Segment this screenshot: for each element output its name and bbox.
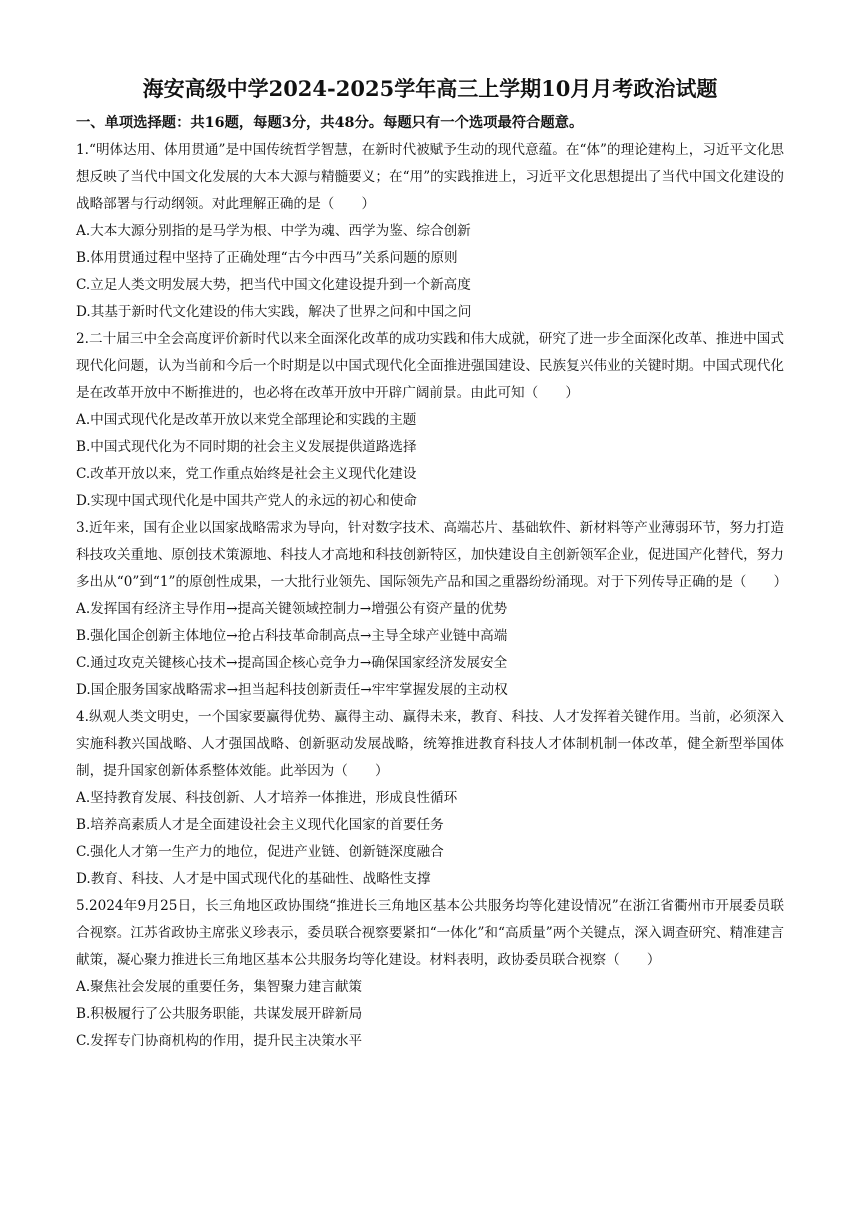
question-5 — [76, 893, 784, 1055]
question-1 — [76, 137, 784, 326]
option-a: A.大本大源分别指的是马学为根、中学为魂、西学为鉴、综合创新 — [76, 223, 471, 239]
question-stem: 4.纵观人类文明史，一个国家要赢得优势、赢得主动、赢得未来，教育、科技、人才发挥着关键作用。当前，必须深入实施科教兴国战略、人才强国战略、创新驱动发展战略，统筹推进教育科技人才体制机制一体改革，健全新型举国体制，提升国家创新体系整体效能。此举因为（ ） — [76, 709, 784, 779]
option-d: D.其基于新时代文化建设的伟大实践，解决了世界之问和中国之问 — [76, 304, 472, 320]
option-c: C.强化人才第一生产力的地位，促进产业链、创新链深度融合 — [76, 844, 444, 860]
question-stem: 1.“明体达用、体用贯通”是中国传统哲学智慧，在新时代被赋予生动的现代意蕴。在“体”的理论建构上，习近平文化思想反映了当代中国文化发展的大本大源与精髓要义；在“用”的实践推进上，习近平文化思想提出了当代中国文化建设的战略部署与行动纲领。对此理解正确的是（ ） — [76, 142, 784, 212]
question-4 — [76, 704, 784, 893]
question-stem: 3.近年来，国有企业以国家战略需求为导向，针对数字技术、高端芯片、基础软件、新材料等产业薄弱环节，努力打造科技攻关重地、原创技术策源地、科技人才高地和科技创新特区，加快建设自主创新领军企业，促进国产化替代，努力多出从“0”到“1”的原创性成果，一大批行业领先、国际领先产品和国之重器纷纷涌现。对于下列传导正确的是（ ） — [76, 520, 788, 590]
option-a: A.中国式现代化是改革开放以来党全部理论和实践的主题 — [76, 412, 417, 428]
option-a: A.坚持教育发展、科技创新、人才培养一体推进，形成良性循环 — [76, 790, 458, 806]
option-b: B.培养高素质人才是全面建设社会主义现代化国家的首要任务 — [76, 817, 444, 833]
section-heading: 一、单项选择题：共16题，每题3分，共48分。每题只有一个选项最符合题意。 — [76, 115, 584, 131]
option-b: B.中国式现代化为不同时期的社会主义发展提供道路选择 — [76, 439, 417, 455]
question-stem: 2.二十届三中全会高度评价新时代以来全面深化改革的成功实践和伟大成就，研究了进一步全面深化改革、推进中国式现代化问题，认为当前和今后一个时期是以中国式现代化全面推进强国建设、民族复兴伟业的关键时期。中国式现代化是在改革开放中不断推进的，也必将在改革开放中开辟广阔前景。由此可知（ ） — [76, 331, 784, 401]
option-a: A.聚焦社会发展的重要任务，集智聚力建言献策 — [76, 979, 363, 995]
option-c: C.发挥专门协商机构的作用，提升民主决策水平 — [76, 1033, 363, 1049]
question-stem: 5.2024年9月25日，长三角地区政协围绕“推进长三角地区基本公共服务均等化建设情况”在浙江省衢州市开展委员联合视察。江苏省政协主席张义珍表示，委员联合视察要紧扣“一体化”和“高质量”两个关键点，深入调查研究、精准建言献策，凝心聚力推进长三角地区基本公共服务均等化建设。材料表明，政协委员联合视察（ ） — [76, 898, 784, 968]
option-b: B.体用贯通过程中坚持了正确处理“古今中西马”关系问题的原则 — [76, 250, 458, 266]
option-c: C.立足人类文明发展大势，把当代中国文化建设提升到一个新高度 — [76, 277, 471, 293]
option-d: D.教育、科技、人才是中国式现代化的基础性、战略性支撑 — [76, 871, 431, 887]
page-title: 海安高级中学2024-2025学年高三上学期10月月考政治试题 — [142, 76, 718, 101]
option-a: A.发挥国有经济主导作用→提高关键领域控制力→增强公有资产量的优势 — [76, 601, 508, 617]
option-c: C.改革开放以来，党工作重点始终是社会主义现代化建设 — [76, 466, 417, 482]
option-d: D.国企服务国家战略需求→担当起科技创新责任→牢牢掌握发展的主动权 — [76, 682, 508, 698]
option-d: D.实现中国式现代化是中国共产党人的永远的初心和使命 — [76, 493, 417, 509]
option-b: B.积极履行了公共服务职能，共谋发展开辟新局 — [76, 1006, 363, 1022]
question-2 — [76, 326, 784, 515]
exam-page — [76, 74, 788, 1055]
option-c: C.通过攻克关键核心技术→提高国企核心竞争力→确保国家经济发展安全 — [76, 655, 508, 671]
question-3 — [76, 515, 788, 704]
option-b: B.强化国企创新主体地位→抢占科技革命制高点→主导全球产业链中高端 — [76, 628, 508, 644]
